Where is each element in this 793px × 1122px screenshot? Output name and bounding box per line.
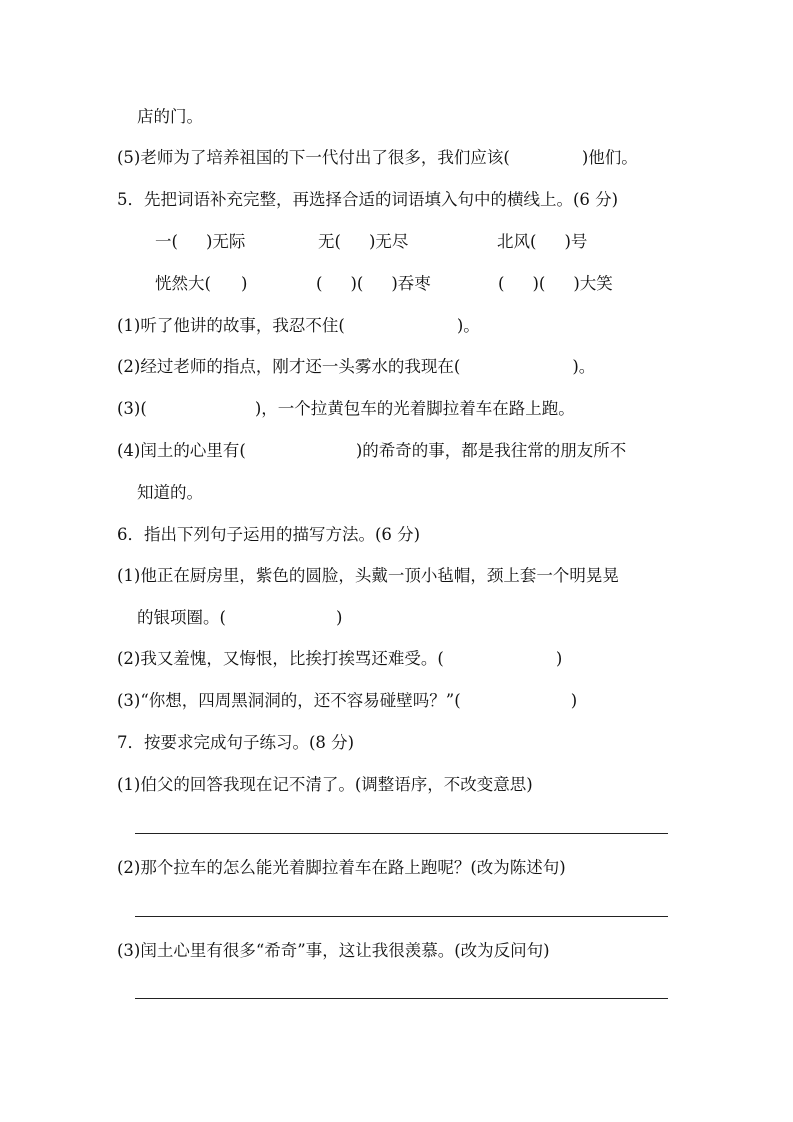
sentence-text: (3)“你想，四周黑洞洞的，还不容易碰壁吗？”( [117, 691, 461, 710]
sentence-text: (4)闰土的心里有( [117, 441, 246, 460]
word-text: 北风( [497, 232, 537, 251]
q5-sentence-1 [117, 318, 480, 335]
word-text: )( [532, 274, 546, 293]
sentence-text: (1)听了他讲的故事，我忍不住( [117, 316, 345, 335]
q5-title: 5．先把词语补充完整，再选择合适的词语填入句中的横线上。(6 分) [117, 190, 619, 209]
q4-item-5-text: (5)老师为了培养祖国的下一代付出了很多，我们应该( [117, 148, 510, 167]
q6-sentence-1: (1)他正在厨房里，紫色的圆脸，头戴一顶小毡帽，颈上套一个明晃晃 [117, 566, 619, 585]
sentence-text: (2)我又羞愧，又悔恨，比挨打挨骂还难受。( [117, 649, 444, 668]
answer-line[interactable] [135, 998, 668, 999]
q7-sentence-2: (2)那个拉车的怎么能光着脚拉着车在路上跑呢？(改为陈述句) [117, 858, 566, 877]
word-text: )( [350, 274, 364, 293]
q5-word-5 [316, 276, 431, 293]
q6-sentence-1-cont [137, 610, 342, 627]
text-line: 店的门。 [137, 107, 203, 126]
word-text: ( [498, 274, 505, 293]
q5-word-1 [155, 234, 245, 251]
q5-sentence-4-cont: 知道的。 [137, 483, 203, 502]
q4-item-5-tail: )他们。 [581, 148, 638, 167]
word-text: )大笑 [573, 274, 613, 293]
sentence-text: )。 [572, 357, 596, 376]
sentence-text: )。 [456, 316, 480, 335]
q5-word-4 [155, 276, 247, 293]
sentence-text: ) [555, 649, 563, 668]
answer-line[interactable] [135, 916, 668, 917]
q4-item-5 [117, 150, 638, 167]
q5-sentence-4 [117, 443, 626, 460]
q5-sentence-2 [117, 359, 595, 376]
q7-sentence-3: (3)闰土心里有很多“希奇”事，这让我很羡慕。(改为反问句) [117, 941, 550, 960]
q6-sentence-2 [117, 651, 562, 668]
q5-word-6 [498, 276, 613, 293]
q6-sentence-3 [117, 693, 577, 710]
q7-sentence-1: (1)伯父的回答我现在记不清了。(调整语序，不改变意思) [117, 775, 533, 794]
sentence-text: )的希奇的事，都是我往常的朋友所不 [355, 441, 627, 460]
q7-title: 7．按要求完成句子练习。(8 分) [117, 733, 355, 752]
sentence-text: 的银项圈。( [137, 608, 226, 627]
word-text: )号 [564, 232, 588, 251]
sentence-text: (2)经过老师的指点，刚才还一头雾水的我现在( [117, 357, 461, 376]
sentence-text: )，一个拉黄包车的光着脚拉着车在路上跑。 [254, 399, 575, 418]
word-text: 恍然大( [155, 274, 211, 293]
word-text: )无尽 [368, 232, 409, 251]
answer-line[interactable] [135, 833, 668, 834]
word-text: )无际 [205, 232, 246, 251]
q5-sentence-3 [117, 401, 575, 418]
q5-word-3 [497, 234, 587, 251]
q6-title: 6．指出下列句子运用的描写方法。(6 分) [117, 525, 421, 544]
sentence-text: ) [570, 691, 578, 710]
sentence-text: ) [335, 608, 343, 627]
word-text: 一( [155, 232, 178, 251]
word-text: ) [240, 274, 248, 293]
word-text: 无( [318, 232, 341, 251]
word-text: )吞枣 [391, 274, 431, 293]
q5-word-2 [318, 234, 408, 251]
word-text: ( [316, 274, 323, 293]
sentence-text: (3)( [117, 399, 147, 418]
